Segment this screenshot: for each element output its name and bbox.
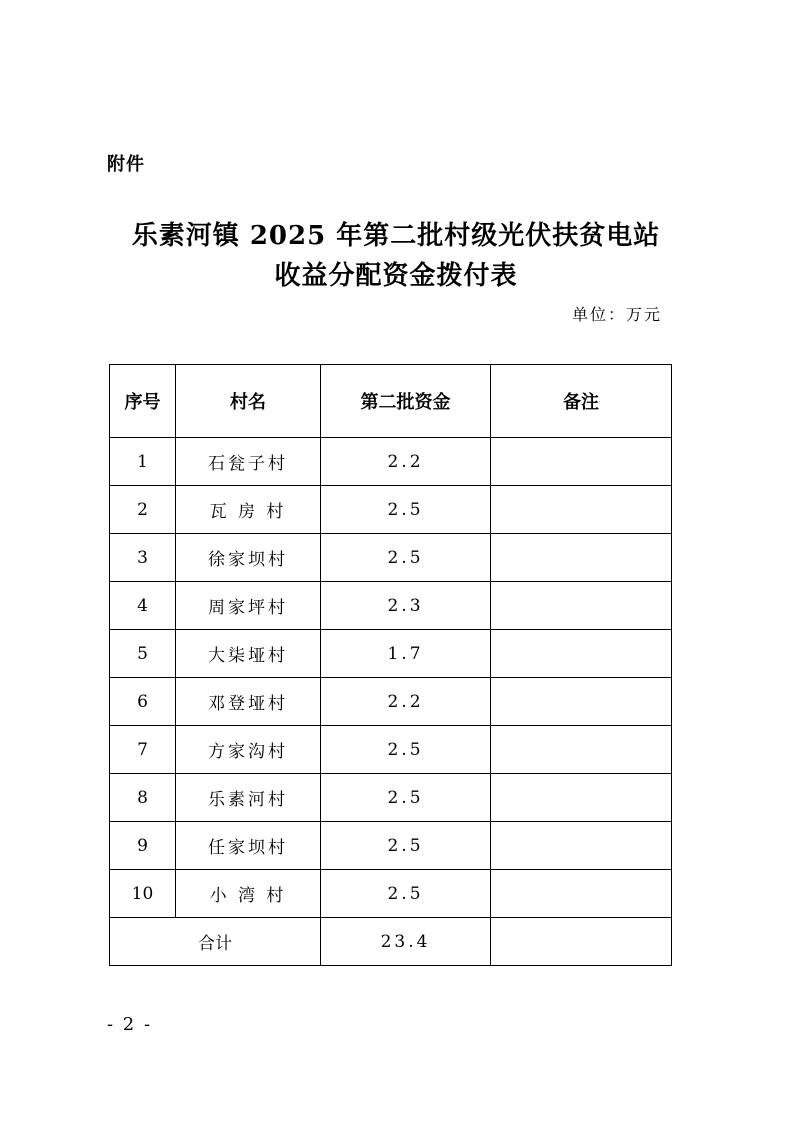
total-amount: 23.4 [321, 918, 491, 966]
table-row [110, 726, 672, 774]
row-village: 大柒垭村 [176, 630, 321, 678]
row-note [491, 438, 672, 486]
row-amount: 2.5 [321, 486, 491, 534]
header-amount: 第二批资金 [321, 365, 491, 438]
row-village: 乐素河村 [176, 774, 321, 822]
table-row [110, 534, 672, 582]
row-serial: 10 [110, 870, 176, 918]
row-note [491, 534, 672, 582]
table-total-row [110, 918, 672, 966]
row-village: 邓登垭村 [176, 678, 321, 726]
table-row [110, 630, 672, 678]
title-line-1: 乐素河镇 2025 年第二批村级光伏扶贫电站 [131, 221, 661, 251]
table-row [110, 870, 672, 918]
row-serial: 2 [110, 486, 176, 534]
unit-label: 单位：万元 [571, 305, 662, 324]
title-line-2: 收益分配资金拨付表 [274, 261, 518, 291]
total-note [491, 918, 672, 966]
table-row [110, 822, 672, 870]
row-village: 方家沟村 [176, 726, 321, 774]
row-amount: 2.3 [321, 582, 491, 630]
document-title [96, 216, 696, 296]
header-note: 备注 [491, 365, 672, 438]
row-serial: 8 [110, 774, 176, 822]
table-header-row [110, 365, 672, 438]
row-note [491, 870, 672, 918]
row-note [491, 486, 672, 534]
row-village: 瓦 房 村 [176, 486, 321, 534]
page-number: - 2 - [107, 1014, 153, 1035]
header-village: 村名 [176, 365, 321, 438]
row-amount: 2.2 [321, 438, 491, 486]
row-amount: 2.5 [321, 822, 491, 870]
table-row [110, 678, 672, 726]
row-serial: 3 [110, 534, 176, 582]
row-village: 小 湾 村 [176, 870, 321, 918]
row-serial: 7 [110, 726, 176, 774]
row-note [491, 678, 672, 726]
row-serial: 6 [110, 678, 176, 726]
row-serial: 4 [110, 582, 176, 630]
row-note [491, 774, 672, 822]
table-row [110, 486, 672, 534]
row-serial: 9 [110, 822, 176, 870]
table-row [110, 438, 672, 486]
row-note [491, 630, 672, 678]
row-amount: 2.2 [321, 678, 491, 726]
row-note [491, 582, 672, 630]
row-note [491, 822, 672, 870]
row-note [491, 726, 672, 774]
table-row [110, 582, 672, 630]
row-amount: 2.5 [321, 870, 491, 918]
row-village: 石瓮子村 [176, 438, 321, 486]
total-label: 合计 [110, 918, 321, 966]
row-village: 徐家坝村 [176, 534, 321, 582]
row-serial: 5 [110, 630, 176, 678]
header-serial: 序号 [110, 365, 176, 438]
row-amount: 2.5 [321, 534, 491, 582]
attachment-label: 附件 [107, 154, 145, 175]
row-village: 任家坝村 [176, 822, 321, 870]
table-row [110, 774, 672, 822]
fund-allocation-table [109, 364, 672, 966]
row-amount: 2.5 [321, 726, 491, 774]
row-amount: 1.7 [321, 630, 491, 678]
row-amount: 2.5 [321, 774, 491, 822]
row-village: 周家坪村 [176, 582, 321, 630]
row-serial: 1 [110, 438, 176, 486]
